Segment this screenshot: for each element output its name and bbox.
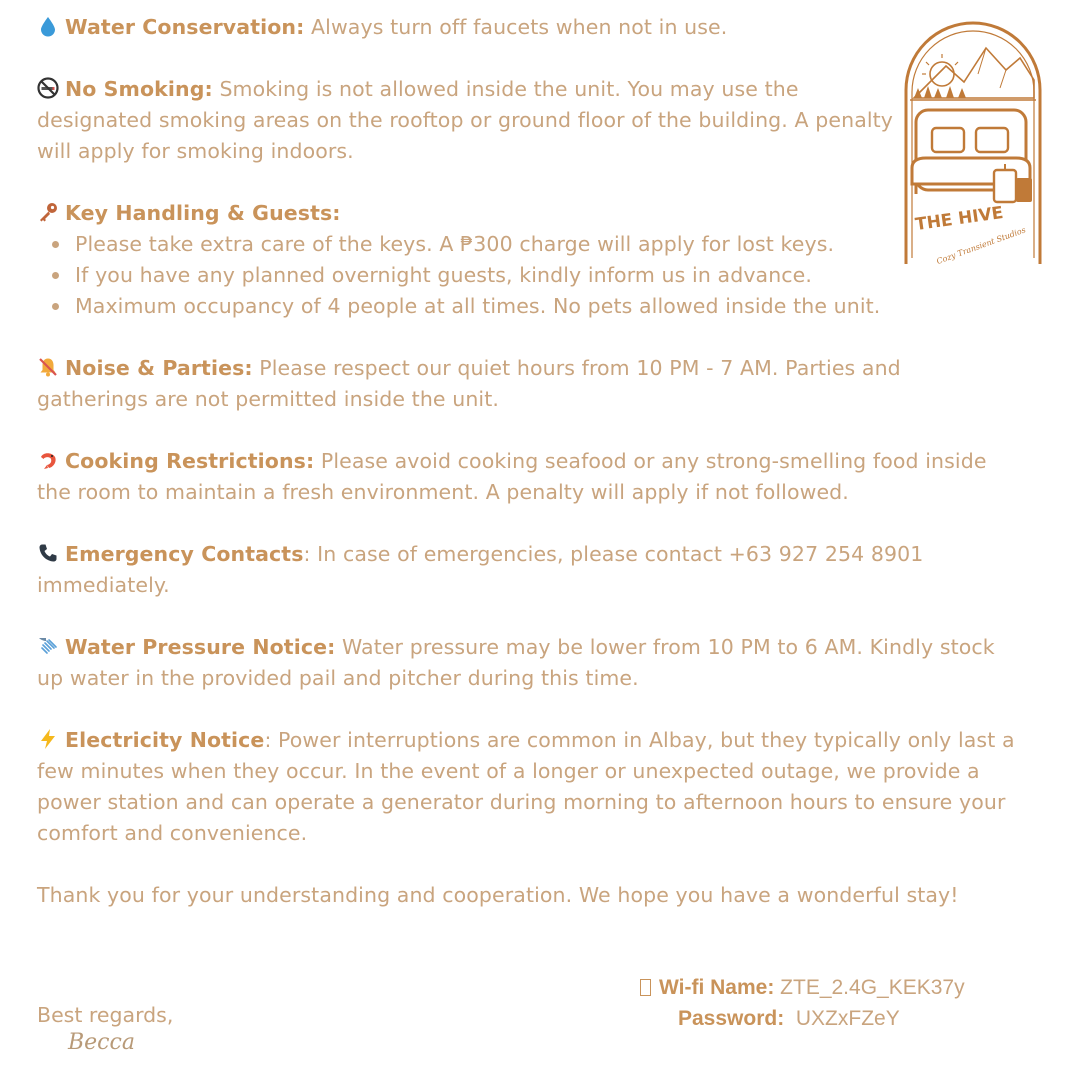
key-handling-label: Key Handling & Guests: bbox=[65, 201, 341, 225]
no-smoking-section bbox=[37, 74, 897, 167]
regards-text: Best regards, bbox=[37, 1003, 174, 1027]
water-pressure-text: Water pressure may be lower from 10 PM to 6 AM. Kindly stock up water in the provided pail and pitcher during this time. bbox=[37, 635, 995, 690]
signature: Becca bbox=[68, 1030, 135, 1055]
shrimp-icon bbox=[37, 449, 59, 471]
key-handling-section bbox=[37, 198, 1037, 322]
wifi-name-row bbox=[640, 972, 965, 1003]
no-smoking-icon bbox=[37, 77, 59, 99]
emergency-contacts-text: : In case of emergencies, please contact +63 927 254 8901 immediately. bbox=[37, 542, 924, 597]
cooking-restrictions-section bbox=[37, 446, 1027, 508]
electricity-notice-label: Electricity Notice bbox=[65, 728, 265, 752]
no-smoking-label: No Smoking: bbox=[65, 77, 213, 101]
emergency-contacts-section bbox=[37, 539, 1007, 601]
cooking-restrictions-text: Please avoid cooking seafood or any strong-smelling food inside the room to maintain a fresh environment. A penalty will apply if not followed. bbox=[37, 449, 987, 504]
wifi-info bbox=[640, 972, 965, 1034]
shower-icon bbox=[37, 635, 59, 657]
telephone-icon bbox=[37, 542, 59, 564]
noise-parties-text: Please respect our quiet hours from 10 PM - 7 AM. Parties and gatherings are not permitted inside the unit. bbox=[37, 356, 901, 411]
key-handling-list bbox=[37, 229, 1037, 322]
wifi-name-label: Wi-fi Name: bbox=[659, 976, 775, 999]
water-conservation-label: Water Conservation: bbox=[65, 15, 305, 39]
the-hive-logo bbox=[902, 18, 1044, 268]
cooking-restrictions-label: Cooking Restrictions: bbox=[65, 449, 315, 473]
wifi-password-value: UXZxFZeY bbox=[784, 1007, 900, 1030]
bell-muted-icon bbox=[37, 356, 59, 378]
logo-title: THE HIVE bbox=[914, 202, 1005, 236]
key-icon bbox=[37, 201, 59, 223]
wifi-icon bbox=[640, 979, 651, 996]
water-conservation-section bbox=[37, 12, 1037, 43]
electricity-notice-section bbox=[37, 725, 1027, 849]
water-pressure-section bbox=[37, 632, 1017, 694]
water-conservation-text: Always turn off faucets when not in use. bbox=[304, 15, 728, 39]
list-item: Please take extra care of the keys. A ₱300 charge will apply for lost keys. bbox=[37, 229, 1037, 260]
electricity-notice-text: : Power interruptions are common in Albay, but they typically only last a few minutes when they occur. In the event of a longer or unexpected outage, we provide a power station and can operate a generator during morning to afternoon hours to ensure your comfort and convenience. bbox=[37, 728, 1015, 845]
list-item: If you have any planned overnight guests, kindly inform us in advance. bbox=[37, 260, 1037, 291]
noise-parties-label: Noise & Parties: bbox=[65, 356, 253, 380]
water-drop-icon bbox=[37, 15, 59, 37]
closing-text: Thank you for your understanding and cooperation. We hope you have a wonderful stay! bbox=[37, 883, 959, 907]
wifi-password-row bbox=[640, 1003, 965, 1034]
water-pressure-label: Water Pressure Notice: bbox=[65, 635, 336, 659]
closing-message bbox=[37, 880, 1017, 911]
logo-tagline: Cozy Transient Studios bbox=[935, 225, 1027, 266]
emergency-contacts-label: Emergency Contacts bbox=[65, 542, 304, 566]
no-smoking-text: Smoking is not allowed inside the unit. You may use the designated smoking areas on the rooftop or ground floor of the building. A penalty will apply for smoking indoors. bbox=[37, 77, 894, 163]
wifi-password-label: Password: bbox=[678, 1007, 785, 1030]
noise-parties-section bbox=[37, 353, 977, 415]
lightning-icon bbox=[37, 728, 59, 750]
list-item: Maximum occupancy of 4 people at all times. No pets allowed inside the unit. bbox=[37, 291, 1037, 322]
wifi-name-value: ZTE_2.4G_KEK37y bbox=[774, 976, 965, 999]
